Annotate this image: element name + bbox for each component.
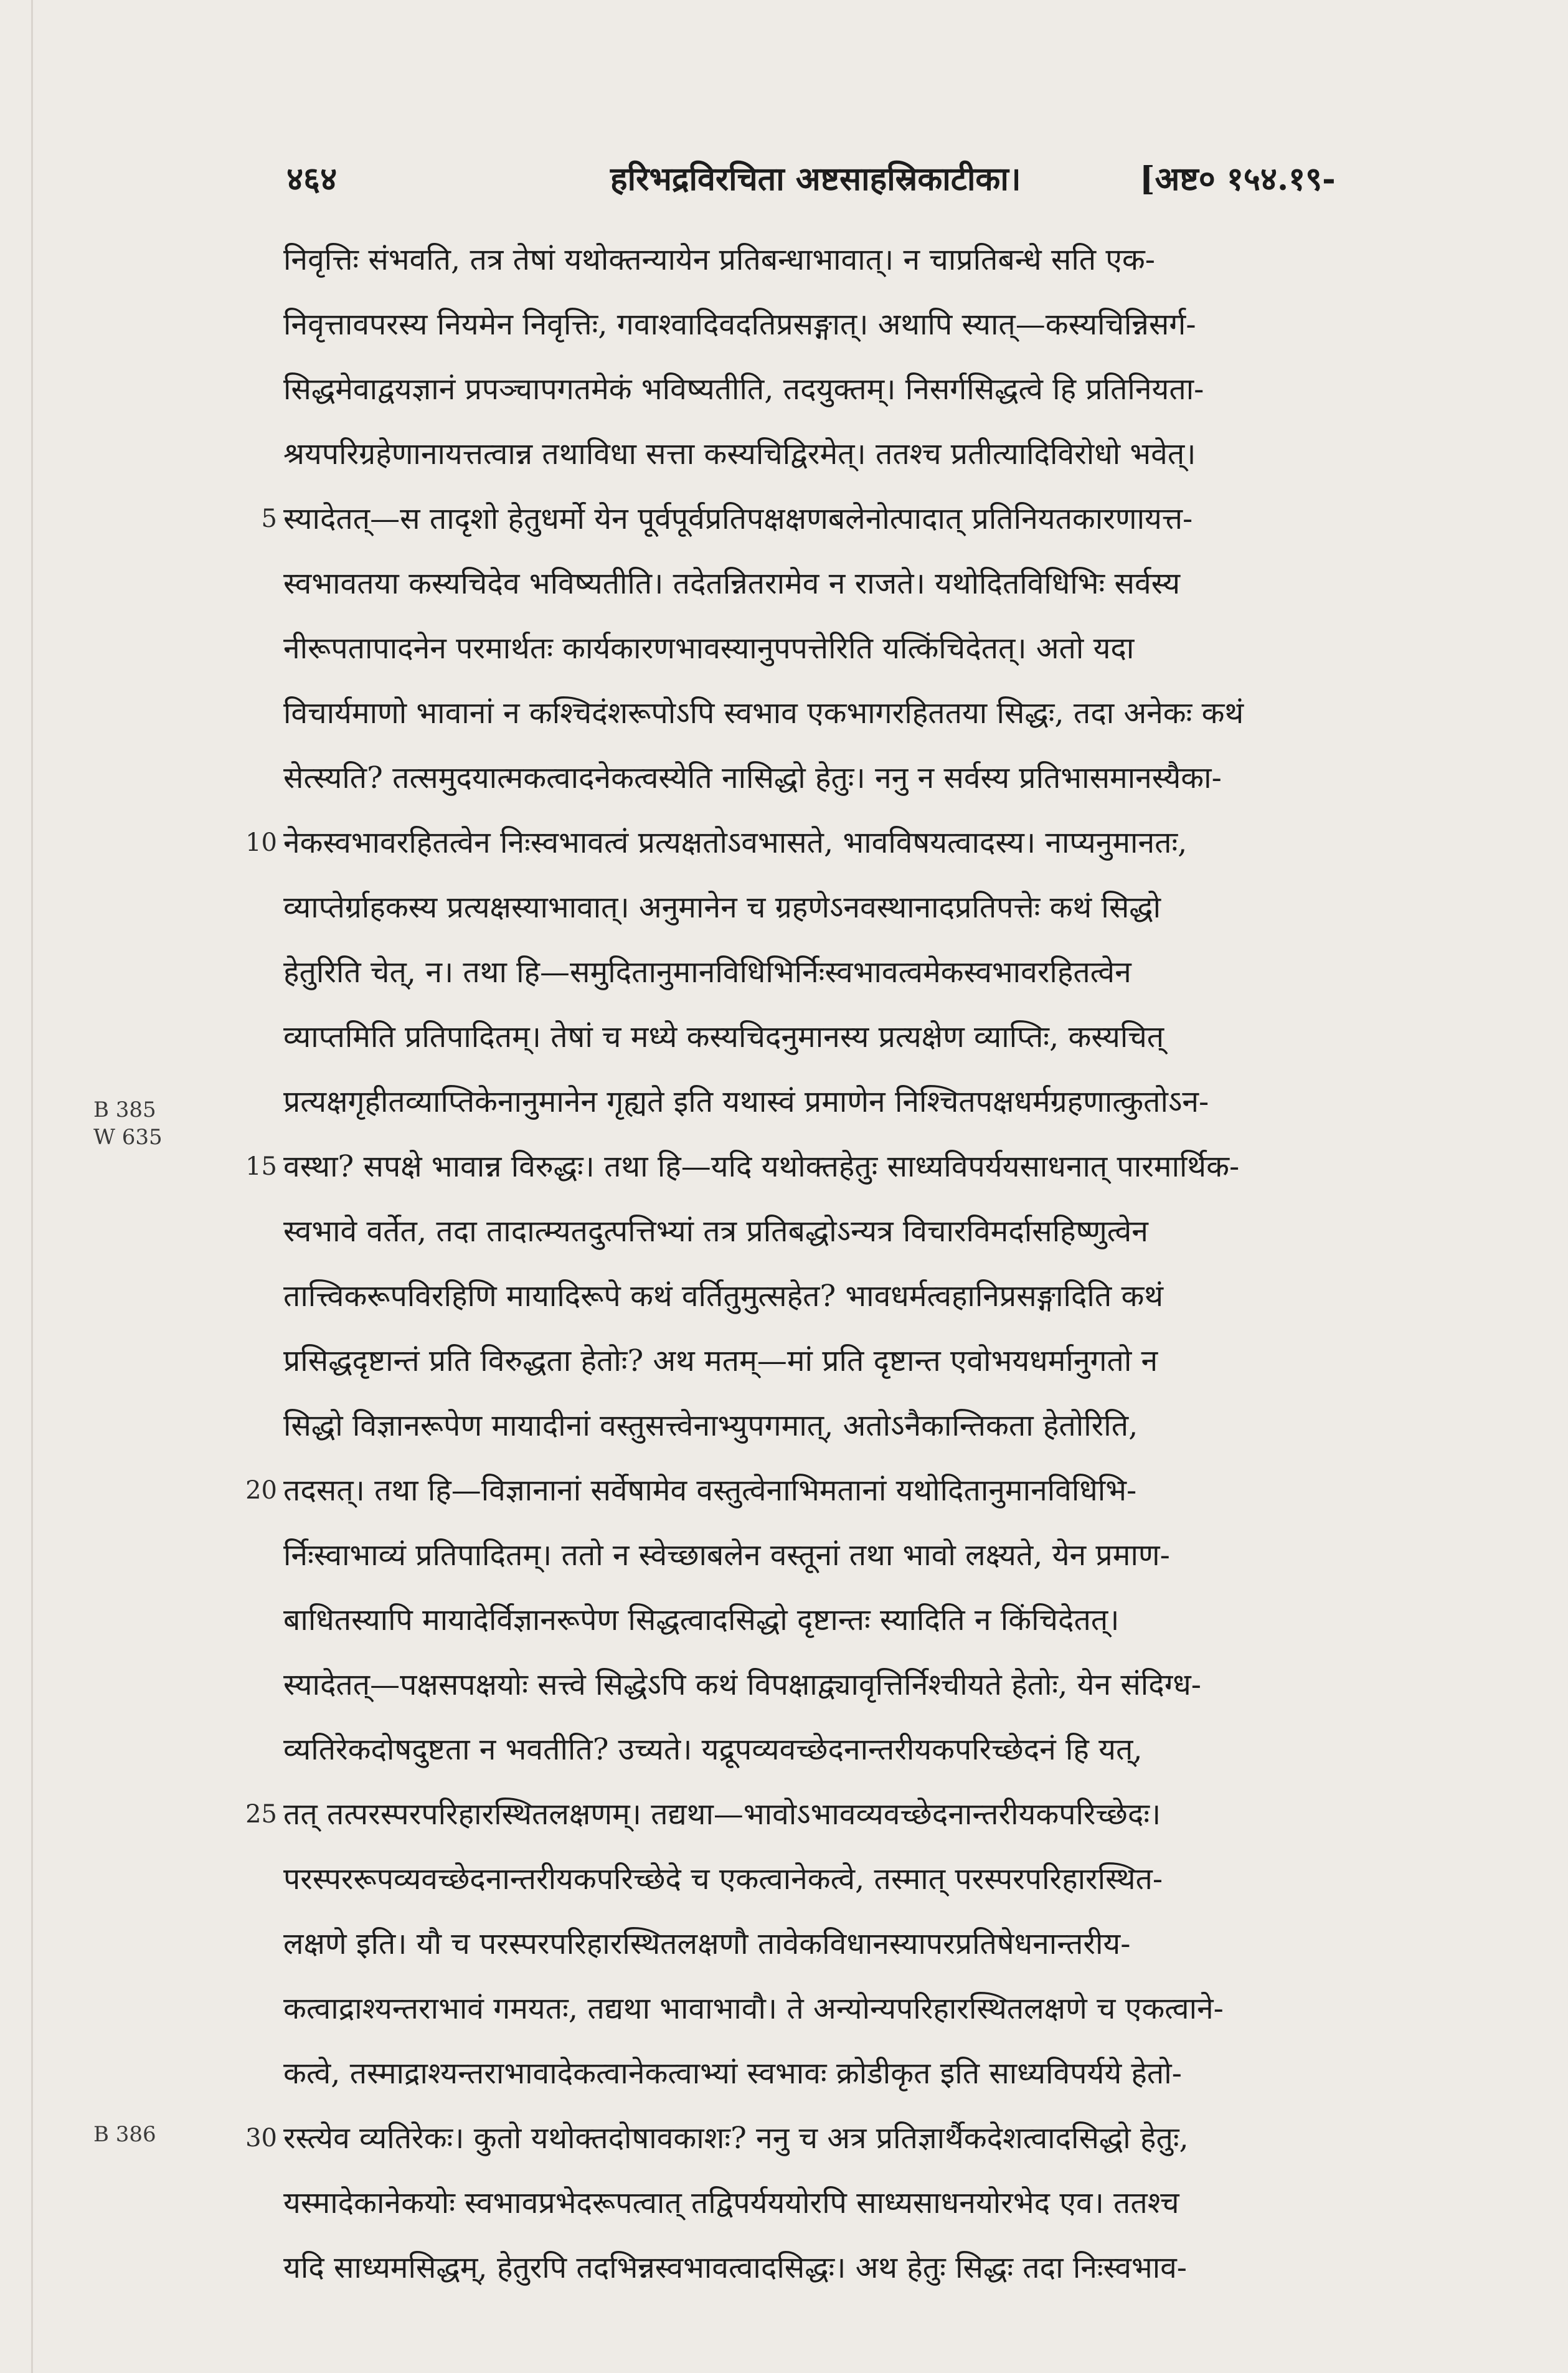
line-text: बाधितस्यापि मायादेर्विज्ञानरूपेण सिद्धत्वादसिद्धो दृष्टान्तः स्यादिति न किंचिदेतत्। — [283, 1603, 1120, 1637]
text-line — [283, 1652, 1479, 1717]
text-line — [283, 1199, 1479, 1264]
line-number: 30 — [245, 2124, 277, 2153]
text-line — [283, 357, 1479, 422]
text-line — [283, 1717, 1479, 1782]
line-text: नेकस्वभावरहितत्वेन निःस्वभावत्वं प्रत्यक्षतोऽवभासते, भावविषयत्वादस्य। नाप्यनुमानतः, — [283, 825, 1188, 860]
line-number: 10 — [245, 828, 277, 857]
margin-note-b385-w635 — [93, 1096, 163, 1151]
text-line — [283, 551, 1479, 616]
text-line — [283, 227, 1479, 292]
line-number: 5 — [261, 504, 277, 533]
line-text: वस्था? सपक्षे भावान्न विरुद्धः। तथा हि—यदि यथोक्तहेतुः साध्यविपर्ययसाधनात् पारमार्थिक- — [283, 1149, 1240, 1184]
text-line — [283, 940, 1479, 1005]
text-line — [245, 1458, 1479, 1523]
line-number: 15 — [245, 1152, 277, 1181]
running-header — [286, 156, 1470, 212]
line-text: स्वभावतया कस्यचिदेव भविष्यतीति। तदेतन्नितरामेव न राजते। यथोदितविधिभिः सर्वस्य — [283, 566, 1181, 601]
line-text: सिद्धमेवाद्वयज्ञानं प्रपञ्चापगतमेकं भविष्यतीति, तदयुक्तम्। निसर्गसिद्धत्वे हि प्रतिनियता- — [283, 372, 1204, 407]
text-line — [245, 810, 1479, 875]
text-line — [283, 1005, 1479, 1069]
text-line — [283, 875, 1479, 940]
text-line — [283, 2041, 1479, 2106]
text-line — [261, 486, 1479, 551]
line-text: रस्त्येव व्यतिरेकः। कुतो यथोक्तदोषावकाशः? ननु च अत्र प्रतिज्ञार्थैकदेशत्वादसिद्धो हेतुः, — [283, 2121, 1189, 2156]
line-number: 20 — [245, 1476, 277, 1505]
section-reference: [अष्ट० १५४.१९- — [1140, 160, 1336, 198]
line-text: व्याप्तमिति प्रतिपादितम्। तेषां च मध्ये कस्यचिदनुमानस्य प्रत्यक्षेण व्याप्तिः, कस्यचित् — [283, 1020, 1164, 1054]
line-text: नीरूपतापादनेन परमार्थतः कार्यकारणभावस्यानुपपत्तेरिति यत्किंचिदेतत्। अतो यदा — [283, 631, 1135, 666]
text-line — [283, 616, 1479, 681]
line-text: निवृत्तिः संभवति, तत्र तेषां यथोक्तन्यायेन प्रतिबन्धाभावात्। न चाप्रतिबन्धे सति एक- — [283, 242, 1155, 277]
page-number: ४६४ — [286, 160, 338, 198]
line-text: प्रसिद्धदृष्टान्तं प्रति विरुद्धता हेतोः? अथ मतम्—मां प्रति दृष्टान्त एवोभयधर्मानुगतो न — [283, 1343, 1158, 1378]
line-text: विचार्यमाणो भावानां न कश्चिदंशरूपोऽपि स्वभाव एकभागरहिततया सिद्धः, तदा अनेकः कथं — [283, 696, 1244, 731]
line-text: र्निःस्वाभाव्यं प्रतिपादितम्। ततो न स्वेच्छाबलेन वस्तूनां तथा भावो लक्ष्यते, येन प्रमाण- — [283, 1538, 1170, 1573]
line-text: स्यादेतत्—स तादृशो हेतुधर्मो येन पूर्वपूर्वप्रतिपक्षक्षणबलेनोत्पादात् प्रतिनियतकारणायत्त- — [283, 501, 1193, 536]
line-text: व्यतिरेकदोषदुष्टता न भवतीति? उच्यते। यद्रूपव्यवच्छेदनान्तरीयकपरिच्छेदनं हि यत्, — [283, 1732, 1143, 1767]
text-line — [283, 746, 1479, 810]
body-text — [245, 227, 1479, 2300]
line-text: स्यादेतत्—पक्षसपक्षयोः सत्त्वे सिद्धेऽपि कथं विपक्षाद्व्यावृत्तिर्निश्चीयते हेतोः, येन संदिग्ध- — [283, 1667, 1201, 1702]
line-text: सेत्स्यति? तत्समुदयात्मकत्वादनेकत्वस्येति नासिद्धो हेतुः। ननु न सर्वस्य प्रतिभासमानस्यैका- — [283, 760, 1222, 795]
text-line — [283, 2171, 1479, 2235]
running-title: हरिभद्रविरचिता अष्टसाहस्रिकाटीका। — [610, 160, 1021, 198]
line-text: तदसत्। तथा हि—विज्ञानानां सर्वेषामेव वस्तुत्वेनाभिमतानां यथोदितानुमानविधिभि- — [283, 1473, 1137, 1508]
text-line — [283, 1069, 1479, 1134]
line-text: व्याप्तेर्ग्राहकस्य प्रत्यक्षस्याभावात्। अनुमानेन च ग्रहणेऽनवस्थानादप्रतिपत्तेः कथं सिद्धो — [283, 890, 1161, 925]
text-line — [283, 1264, 1479, 1329]
text-line — [245, 2106, 1479, 2171]
text-line — [283, 422, 1479, 486]
text-line — [283, 1329, 1479, 1393]
text-line — [283, 1523, 1479, 1588]
text-line — [283, 2235, 1479, 2300]
line-text: प्रत्यक्षगृहीतव्याप्तिकेनानुमानेन गृह्यते इति यथास्वं प्रमाणेन निश्चितपक्षधर्मग्रहणात्कुतोऽन- — [283, 1084, 1209, 1119]
line-text: तात्त्विकरूपविरहिणि मायादिरूपे कथं वर्तितुमुत्सहेत? भावधर्मत्वहानिप्रसङ्गादिति कथं — [283, 1279, 1164, 1314]
line-text: यदि साध्यमसिद्धम्, हेतुरपि तदभिन्नस्वभावत्वादसिद्धः। अथ हेतुः सिद्धः तदा निःस्वभाव- — [283, 2250, 1188, 2285]
line-text: परस्पररूपव्यवच्छेदनान्तरीयकपरिच्छेदे च एकत्वानेकत्वे, तस्मात् परस्परपरिहारस्थित- — [283, 1862, 1163, 1897]
text-line — [283, 681, 1479, 746]
line-text: कत्वाद्राश्यन्तराभावं गमयतः, तद्यथा भावाभावौ। ते अन्योन्यपरिहारस्थितलक्षणे च एकत्वाने- — [283, 1991, 1224, 2026]
text-line — [283, 1588, 1479, 1652]
text-line — [283, 1976, 1479, 2041]
text-line — [283, 1911, 1479, 1976]
text-line — [283, 292, 1479, 357]
line-text: तत् तत्परस्परपरिहारस्थितलक्षणम्। तद्यथा—भावोऽभावव्यवच्छेदनान्तरीयकपरिच्छेदः। — [283, 1797, 1161, 1832]
text-line — [283, 1847, 1479, 1911]
margin-note-w635: W 635 — [93, 1125, 163, 1150]
line-text: श्रयपरिग्रहेणानायत्तत्वान्न तथाविधा सत्ता कस्यचिद्विरमेत्। ततश्च प्रतीत्यादिविरोधो भवेत्। — [283, 437, 1196, 471]
text-line — [283, 1393, 1479, 1458]
line-text: लक्षणे इति। यौ च परस्परपरिहारस्थितलक्षणौ तावेकविधानस्यापरप्रतिषेधनान्तरीय- — [283, 1926, 1131, 1961]
line-text: कत्वे, तस्माद्राश्यन्तराभावादेकत्वानेकत्वाभ्यां स्वभावः क्रोडीकृत इति साध्यविपर्यये हेतो- — [283, 2056, 1182, 2091]
line-text: यस्मादेकानेकयोः स्वभावप्रभेदरूपत्वात् तद्विपर्यययोरपि साध्यसाधनयोरभेद एव। ततश्च — [283, 2186, 1179, 2220]
line-text: हेतुरिति चेत्, न। तथा हि—समुदितानुमानविधिभिर्निःस्वभावत्वमेकस्वभावरहितत्वेन — [283, 955, 1131, 990]
line-text: सिद्धो विज्ञानरूपेण मायादीनां वस्तुसत्त्वेनाभ्युपगमात्, अतोऽनैकान्तिकता हेतोरिति, — [283, 1408, 1138, 1443]
margin-note-b385: B 385 — [93, 1097, 156, 1122]
line-number: 25 — [245, 1800, 277, 1829]
text-line — [245, 1134, 1479, 1199]
margin-note-b386: B 386 — [93, 2122, 156, 2147]
text-line — [245, 1782, 1479, 1847]
line-text: निवृत्तावपरस्य नियमेन निवृत्तिः, गवाश्वादिवदतिप्रसङ्गात्। अथापि स्यात्—कस्यचिन्निसर्ग- — [283, 307, 1196, 342]
line-text: स्वभावे वर्तेत, तदा तादात्म्यतदुत्पत्तिभ्यां तत्र प्रतिबद्धोऽन्यत्र विचारविमर्दासहिष्णुत्वेन — [283, 1214, 1148, 1249]
